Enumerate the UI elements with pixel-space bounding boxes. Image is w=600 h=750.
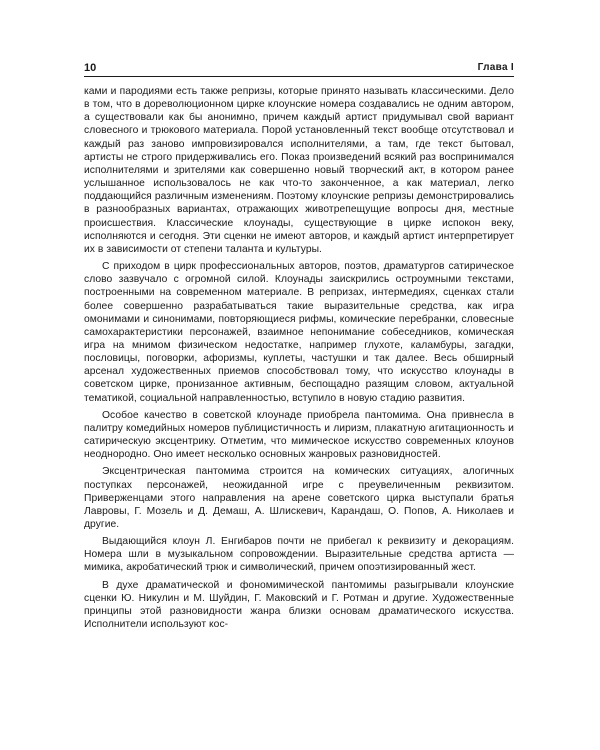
paragraph-1: ками и пародиями есть также репризы, которые принято называть классическими. Дело в том, что в дореволюционном цирке клоунские номера создавались не одним автором, а существовали как бы анонимно, причем каждый артист придумывал свой вариант словесного и трюкового материала. Порой установленный текст вообще отсутствовал и каждый раз заново импровизировался исполнителями, а там, где текст бытовал, артисты не строго придерживались его. Показ произведений всякий раз воспринимался исполнителями и зрителями как совершенно новый творческий акт, в котором ранее услышанное использовалось не как что-то законченное, а как материал, легко поддающийся различным изменениям. Поэтому клоунские репризы демонстрировались в разнообразных вариантах, отражающих животрепещущие вопросы дня, местные происшествия. Классические клоунады, существующие в цирке испокон веку, исполняются и сегодня. Эти сценки не имеют авторов, и каждый артист интерпретирует их в зависимости от степени таланта и культуры. (84, 86, 514, 255)
paragraph-6: В духе драматической и фономимической пантомимы разыгрывали клоунские сценки Ю. Никулин и М. Шуйдин, Г. Маковский и Г. Ротман и другие. Художественные принципы этой разновидности жанра близки основам драматического искусства. Исполнители используют кос- (84, 579, 514, 631)
body-text (84, 85, 514, 635)
paragraph-5: Выдающийся клоун Л. Енгибаров почти не прибегал к реквизиту и декорациям. Номера шли в музыкальном сопровождении. Выразительные средства артиста — мимика, акробатический трюк и символический, причем опоэтизированный жест. (84, 536, 514, 574)
paragraph-2: С приходом в цирк профессиональных авторов, поэтов, драматургов сатирическое слово зазвучало с огромной силой. Клоунады заискрились остроумными текстами, построенными на современном материале. В репризах, интермедиях, сценках стали более совершенно разрабатываться такие выразительные средства, как игра омонимами и синонимами, повторяющиеся рифмы, комические перебранки, словесные самохарактеристики персонажей, взаимное непонимание собеседников, комическая игра на мнимом физическом недостатке, например глухоте, каламбуры, загадки, пословицы, поговорки, афоризмы, куплеты, частушки и так далее. Весь обширный арсенал художественных приемов способствовал тому, что искусство клоунады в советском цирке, пронизанное активным, беспощадно разящим словом, актуальной тематикой, социальной направленностью, вступило в новую стадию развития. (84, 261, 514, 404)
chapter-label: Глава I (477, 62, 514, 73)
page-number: 10 (84, 62, 97, 74)
header-rule (84, 76, 514, 77)
paragraph-3: Особое качество в советской клоунаде приобрела пантомима. Она привнесла в палитру комедийных номеров публицистичность и лиризм, плакатную агитационность и сатирическую эксцентрику. Отметим, что мимическое искусство современных клоунов неоднородно. Оно имеет несколько основных жанровых разновидностей. (84, 409, 514, 461)
page-header (84, 60, 514, 78)
paragraph-4: Эксцентрическая пантомима строится на комических ситуациях, алогичных поступках персонажей, неожиданной игре с преувеличенным реквизитом. Приверженцами этого направления на арене советского цирка выступали братья Лавровы, Г. Мозель и Д. Демаш, А. Шлискевич, Карандаш, О. Попов, А. Николаев и другие. (84, 466, 514, 530)
